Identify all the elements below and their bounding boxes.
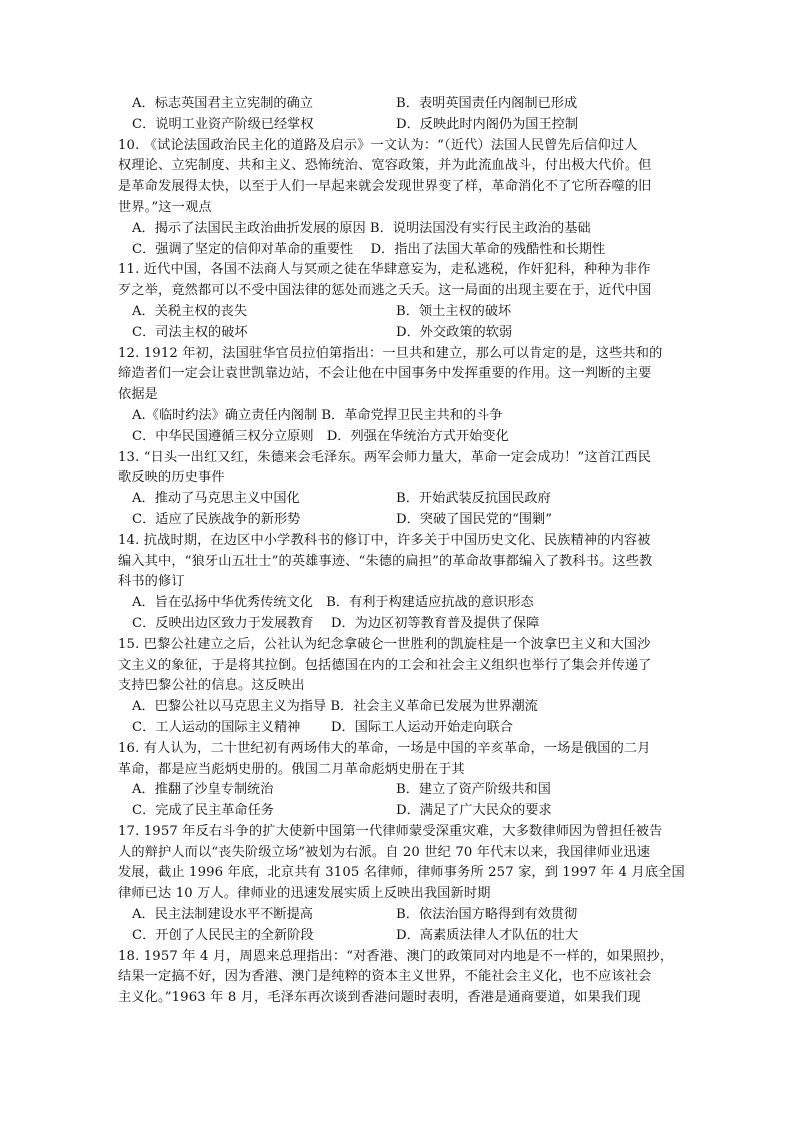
q18-stem-line: 主义化。”1963 年 8 月，毛泽东再次谈到香港问题时表明，香港是通商要道，如果我们现: [118, 990, 641, 1006]
q11-options-row-1: [118, 302, 678, 323]
q11-option-c: C．司法主权的破坏: [132, 324, 248, 340]
q16-stem-line: 16. 有人认为，二十世纪初有两场伟大的革命，一场是中国的辛亥革命，一场是俄国的二月: [118, 740, 651, 756]
q17-option-d: D．高素质法律人才队伍的壮大: [396, 927, 579, 943]
q9-option-b: B．表明英国责任内阁制已形成: [396, 96, 578, 111]
q13-options-row-1: [118, 489, 678, 510]
q10-stem-line: 权理论、立宪制度、共和主义、恐怖统治、宽容政策，并为此流血战斗，付出极大代价。但: [118, 158, 652, 174]
q17-stem-line: 人的辩护人而以“丧失阶级立场”被划为右派。自 20 世纪 70 年代末以来，我国律师业迅速: [118, 844, 651, 860]
q12-stem-line: 依据是: [118, 387, 159, 403]
q16-option-d: D．满足了广大民众的要求: [396, 803, 552, 819]
q9-options-row-2: [118, 115, 678, 136]
q15-stem-line: 文主义的象征，于是将其拉倒。包括德国在内的工会和社会主义组织也举行了集会并传递了: [118, 657, 652, 673]
q11-option-d: D．外交政策的软弱: [396, 324, 513, 340]
q17-option-a: A．民主法制建设水平不断提高: [132, 907, 313, 923]
q14-stem-line: 14. 抗战时期，在边区中小学教科书的修订中，许多关于中国历史文化、民族精神的内容被: [118, 532, 651, 548]
q17-stem-line: 发展，截止 1996 年底，北京共有 3105 名律师，律师事务所 257 家，到 1997 年 4 月底全国: [118, 865, 685, 881]
q17-stem-line: 17. 1957 年反右斗争的扩大使新中国第一代律师蒙受深重灾难，大多数律师因为曾担任被告: [118, 823, 663, 839]
q10-stem-line: 是革命发展得太快，以至于人们一早起来就会发现世界变了样，革命消化不了它所吞噬的旧: [118, 179, 652, 195]
q10-stem-line: 世界。”这一观点: [118, 199, 212, 215]
q17-options-row-1: [118, 905, 678, 926]
q9-option-a: A．标志英国君主立宪制的确立: [132, 96, 313, 111]
q13-stem-line: 歌反映的历史事件: [118, 470, 225, 486]
q11-options-row-2: [118, 323, 678, 344]
exam-page: [118, 94, 685, 1009]
q17-option-b: B．依法治国方略得到有效贯彻: [396, 907, 578, 923]
q13-option-c: C．适应了民族战争的新形势: [132, 511, 301, 527]
q15-stem-line: 支持巴黎公社的信息。这反映出: [118, 678, 305, 694]
q16-options-row-2: [118, 801, 678, 822]
q12-options-cd: C．中华民国遵循三权分立原则 D．列强在华统治方式开始变化: [132, 428, 509, 444]
q15-options-cd: C．工人运动的国际主义精神 D．国际工人运动开始走向联合: [132, 719, 513, 735]
q11-stem-line: 11. 近代中国，各国不法商人与冥顽之徒在华肆意妄为，走私逃税，作奸犯科，种种为非作: [118, 262, 651, 278]
q17-options-row-2: [118, 926, 678, 947]
q15-options-ab: A．巴黎公社以马克思主义为指导 B．社会主义革命已发展为世界潮流: [132, 699, 538, 715]
q17-option-c: C．开创了人民民主的全新阶段: [132, 927, 314, 943]
q18-stem-line: 结果一定搞不好，因为香港、澳门是纯粹的资本主义世界，不能社会主义化，也不应该社会: [118, 969, 652, 985]
q13-option-b: B．开始武装反抗国民政府: [396, 491, 551, 507]
q12-options-ab: A.《临时约法》确立责任内阁制 B．革命党捍卫民主共和的斗争: [132, 407, 503, 423]
q14-stem-line: 编入其中，“狼牙山五壮士”的英雄事迹、“朱德的扁担”的革命故事都编入了教科书。这些教: [118, 553, 653, 569]
q11-stem-line: 歹之举，竟然都可以不受中国法律的惩处而逃之夭夭。这一局面的出现主要在于，近代中国: [118, 283, 652, 299]
q9-option-d: D．反映此时内阁仍为国王控制: [396, 116, 579, 132]
q10-options-cd: C．强调了坚定的信仰对革命的重要性 D．指出了法国大革命的残酷性和长期性: [132, 241, 606, 257]
q14-stem-line: 科书的修订: [118, 574, 185, 590]
q14-options-ab: A．旨在弘扬中华优秀传统文化 B．有利于构建适应抗战的意识形态: [132, 595, 534, 611]
q12-stem-line: 缔造者们一定会让袁世凯靠边站，不会让他在中国事务中发挥重要的作用。这一判断的主要: [118, 366, 652, 382]
q9-option-c: C．说明工业资产阶级已经掌权: [132, 116, 314, 132]
q11-option-b: B．领土主权的破坏: [396, 303, 512, 319]
q16-options-row-1: [118, 780, 678, 801]
q11-option-a: A．关税主权的丧失: [132, 303, 248, 319]
q14-options-cd: C．反映出边区致力于发展教育 D．为边区初等教育普及提供了保障: [132, 615, 540, 631]
q15-stem-line: 15. 巴黎公社建立之后，公社认为纪念拿破仑一世胜利的凯旋柱是一个波拿巴主义和大国沙: [118, 636, 651, 652]
q13-option-d: D．突破了国民党的“围剿”: [396, 511, 552, 527]
q17-stem-line: 律师已达 10 万人。律师业的迅速发展实质上反映出我国新时期: [118, 886, 491, 902]
q9-options-row-1: [118, 94, 678, 115]
q10-stem-line: 10. 《试论法国政治民主化的道路及启示》一文认为：“（近代）法国人民曾先后信仰过人: [118, 137, 638, 153]
q18-stem-line: 18. 1957 年 4 月，周恩来总理指出：“对香港、澳门的政策同对内地是不一样的，如果照抄，: [118, 948, 674, 964]
q13-options-row-2: [118, 510, 678, 531]
q13-stem-line: 13. “日头一出红又红，朱德来会毛泽东。两军会师力量大，革命一定会成功！”这首江西民: [118, 449, 652, 465]
q10-options-ab: A．揭示了法国民主政治曲折发展的原因 B．说明法国没有实行民主政治的基础: [132, 220, 591, 236]
q13-option-a: A．推动了马克思主义中国化: [132, 491, 300, 507]
q16-option-c: C．完成了民主革命任务: [132, 803, 274, 819]
q16-option-a: A．推翻了沙皇专制统治: [132, 782, 274, 798]
q12-stem-line: 12. 1912 年初，法国驻华官员拉伯第指出：一旦共和建立，那么可以肯定的是，这些共和的: [118, 345, 663, 361]
q16-option-b: B．建立了资产阶级共和国: [396, 782, 551, 798]
q16-stem-line: 革命，都是应当彪炳史册的。俄国二月革命彪炳史册在于其: [118, 761, 465, 777]
